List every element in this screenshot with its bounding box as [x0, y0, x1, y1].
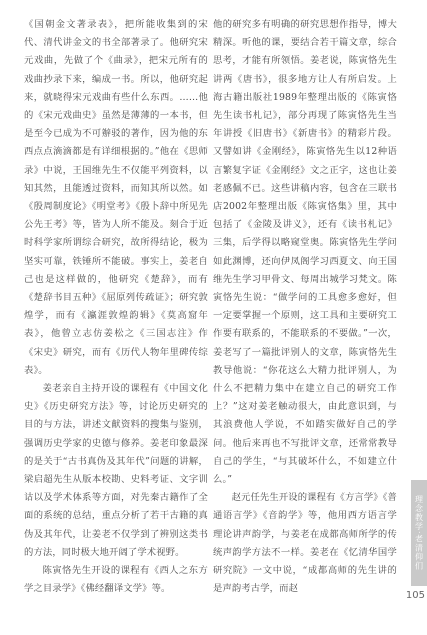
section-side-tab [411, 480, 427, 586]
paragraph: 赵元任先生开设的课程有《方言学》《普通语言学》《音韵学》等，他用西方语言学理论讲声韵学，与姜老在成都高师所学的传统声韵学方法不一样。姜老在《忆清华国学研究院》一文中说，“成都高师的先生讲的是声韵考古学，而赵 [213, 492, 397, 595]
page-number: 105 [405, 590, 425, 601]
left-text-column [24, 16, 208, 599]
paragraph: 姜老亲自主持开设的课程有《中国文化史》《历史研究方法》等，讨论历史研究的目的与方法，讲述文献资料的搜集与鉴别，强调历史学家的史德与修养。姜老印象最深的是关于“古书真伪及其年代”问题的讲解，梁启超先生从版本校勘、史料考证、文字训诂以及学术体系等方面，对先秦古籍作了全面的系统的总结，重点分析了若干古籍的真伪及其年代，让姜老不仅学到了辨别这类书的方法，同时极大地开阔了学术视野。 [24, 383, 208, 558]
paragraph: 他的研究多有明确的研究思想作指导，博大精深。听他的课，要结合若干篇文章，综合思考，才能有所领悟。姜老说，陈寅恪先生讲两《唐书》，很多地方让人有所启发。上海古籍出版社1989年整理出版的《陈寅恪先生读书札记》，部分再现了陈寅恪先生当年讲授《旧唐书》《新唐书》的精彩片段。又譬如讲《金刚经》，陈寅恪先生以12种语言繁复字证《金刚经》文之正字，这也让姜老感佩不已。这些讲稿内容，包含在三联书店2002年整理出版《陈寅恪集》里，其中包括了《金陵及讲义》，还有《读书札记》三集，后学得以略窥堂奥。陈寅恪先生学问如此渊博，还向伊凤阁学习西夏文、向王国维先生学习甲骨文、每周出城学习梵文。陈寅恪先生说：“做学问的工具愈多愈好，但一定要掌握一个原则，这工具和主要研究工作要有联系的，不能联系的不要做。”一次，姜老写了一篇批评别人的文章，陈寅恪先生教导他说：“你花这么大精力批评别人，为什么不把精力集中在建立自己的研究工作上？”这对姜老触动很大，由此意识到，与其浪费他人学说，不如踏实做好自己的学问。他后来再也不写批评文章，还常常教导自己的学生，“与其破坏什么，不如建立什么。” [213, 19, 397, 486]
paragraph: 《国朝金文著录表》，把所能收集到的宋代、清代讲金文的书全部著录了。他研究宋元戏曲，先做了个《曲录》，把宋元所有的戏曲抄录下来，编成一书。所以，他研究起来，就晓得宋元戏曲有些什么东西。……他的《宋元戏曲史》虽然是薄薄的一本书，但是至今已成为不可辦驳的著作，因为他的东西点点滴滴都是有详细根据的。”他在《思师录》中说，王国维先生不仅能平列资料，以知其然，且能透过资料，而知其所以然。如《殷周制度论》《明堂考》《殷卜辞中所见先公先王考》等，皆为人所不能及。刻合于近时科学家所谓综合研究，故所得结论，极为坚实可靠，铁锤所不能破。事实上，姜老自己也是这样做的，他研究《楚辞》，而有《楚辞书目五种》《屈原列传疏证》；研究敦煌学，而有《瀛涯敦煌韵辑》《莫高窟年表》，他曾立志仿姜松之《三国志注》作《宋史》研究，而有《历代人物年里碑传综表》。 [24, 19, 208, 376]
paragraph: 陈寅恪先生开设的课程有《西人之东方学之目录学》《佛经翻译文学》等。 [24, 565, 208, 595]
section-tab-label: 理念教学·老清仰们 [414, 495, 424, 571]
right-text-column [213, 16, 397, 599]
